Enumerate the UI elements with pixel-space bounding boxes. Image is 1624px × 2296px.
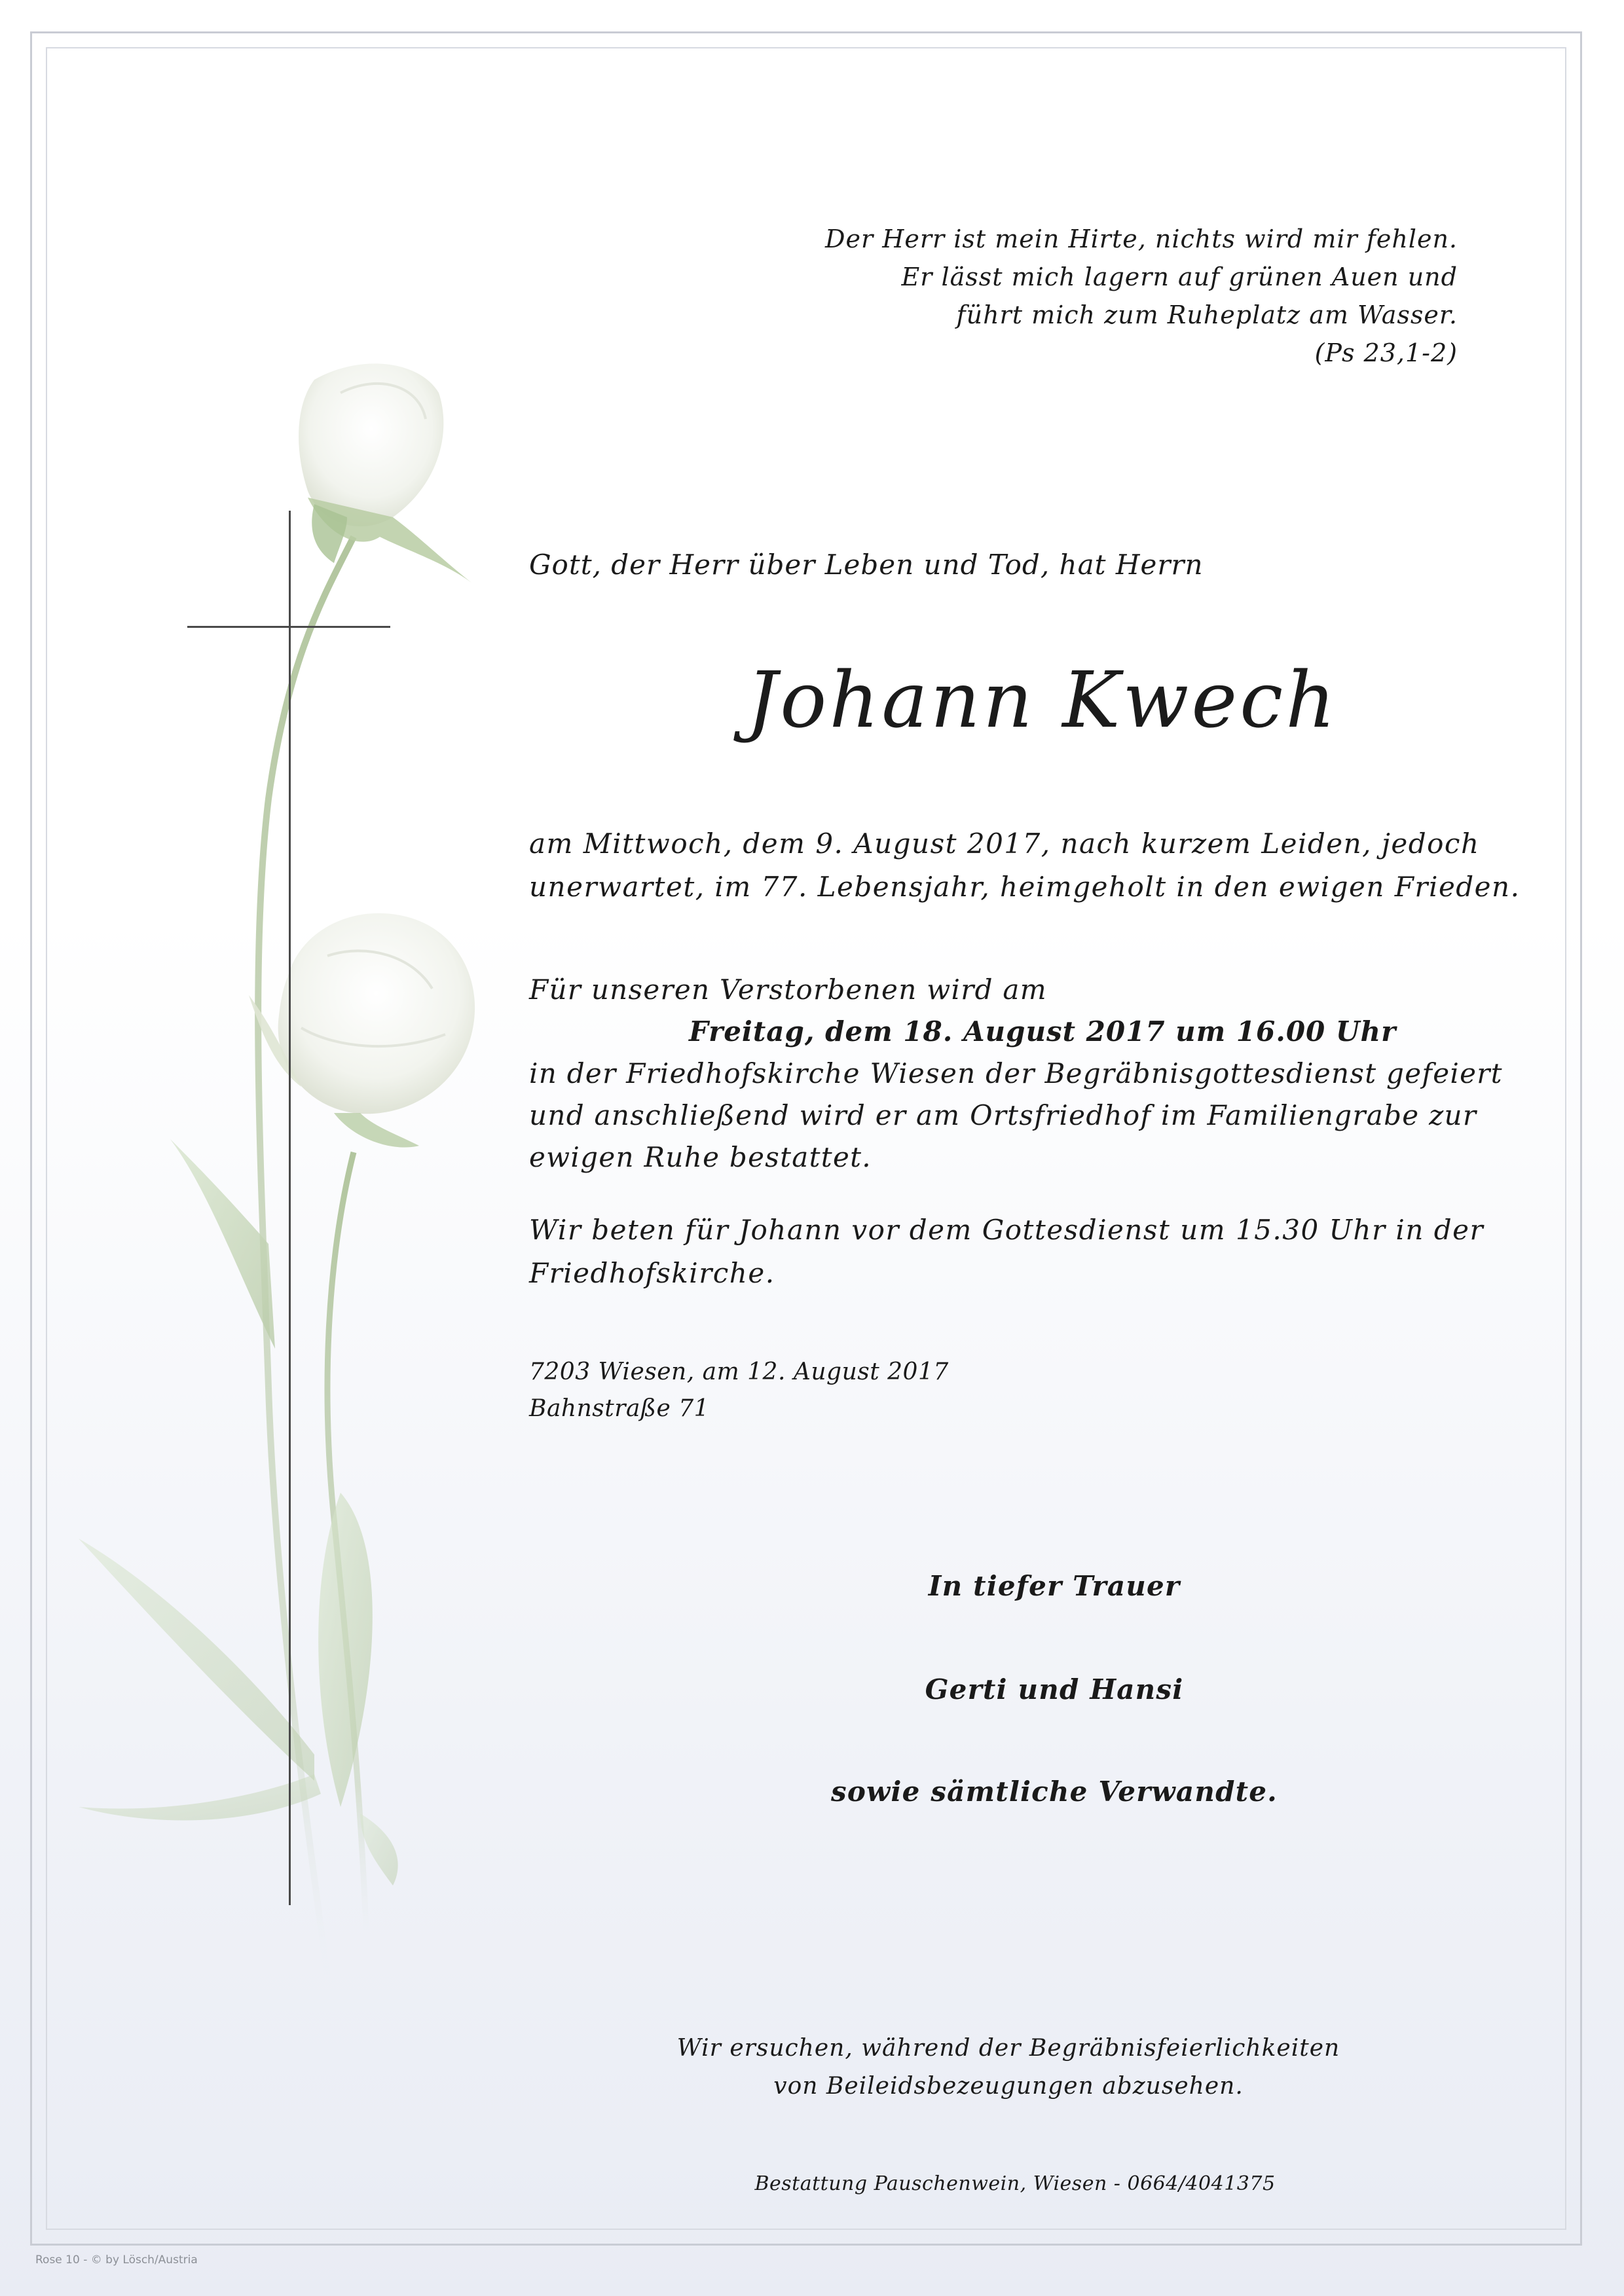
request-line: von Beileidsbezeugungen abzusehen.	[773, 2073, 1244, 2100]
service-line: Für unseren Verstorbenen wird am	[529, 974, 1047, 1006]
prayer-info	[529, 1209, 1484, 1295]
death-notice-line: am Mittwoch, dem 9. August 2017, nach kurzem Leiden, jedoch	[529, 828, 1480, 860]
psalm-quote	[737, 220, 1458, 372]
prayer-line: Wir beten für Johann vor dem Gottesdienst um 15.30 Uhr in der	[529, 1214, 1485, 1246]
funeral-service-info	[529, 969, 1503, 1178]
psalm-reference: (Ps 23,1-2)	[1314, 338, 1458, 367]
address-line: Bahnstraße 71	[529, 1395, 710, 1422]
intro-line: Gott, der Herr über Leben und Tod, hat Herrn	[529, 549, 1204, 581]
service-line: und anschließend wird er am Ortsfriedhof im Familiengrabe zur	[529, 1099, 1477, 1131]
template-credit: Rose 10 - © by Lösch/Austria	[35, 2253, 198, 2267]
prayer-line: Friedhofskirche.	[529, 1257, 775, 1289]
cross-icon-bar	[187, 626, 390, 628]
psalm-line: Der Herr ist mein Hirte, nichts wird mir fehlen.	[825, 225, 1458, 253]
psalm-line: führt mich zum Ruheplatz am Wasser.	[956, 301, 1458, 329]
service-line: in der Friedhofskirche Wiesen der Begräbnisgottesdienst gefeiert	[529, 1057, 1503, 1089]
service-line: ewigen Ruhe bestattet.	[529, 1141, 872, 1173]
request-line: Wir ersuchen, während der Begräbnisfeierlichkeiten	[676, 2035, 1340, 2062]
condolence-request	[661, 2030, 1356, 2105]
place-and-date	[529, 1354, 949, 1427]
cross-icon	[289, 511, 291, 1905]
mourning-phrase: In tiefer Trauer	[928, 1570, 1181, 1602]
place-date-line: 7203 Wiesen, am 12. August 2017	[529, 1358, 949, 1385]
undertaker-contact: Bestattung Pauschenwein, Wiesen - 0664/4041375	[754, 2172, 1276, 2195]
white-rose-icon	[52, 340, 485, 2056]
mourner-names: Gerti und Hansi	[925, 1673, 1184, 1705]
death-notice-line: unerwartet, im 77. Lebensjahr, heimgeholt in den ewigen Frieden.	[529, 871, 1521, 903]
service-date: Freitag, dem 18. August 2017 um 16.00 Uhr	[689, 1015, 1397, 1048]
death-notice	[529, 822, 1520, 909]
deceased-name: Johann Kwech	[747, 655, 1338, 745]
psalm-line: Er lässt mich lagern auf grünen Auen und	[901, 263, 1458, 291]
relatives-line: sowie sämtliche Verwandte.	[831, 1776, 1278, 1808]
